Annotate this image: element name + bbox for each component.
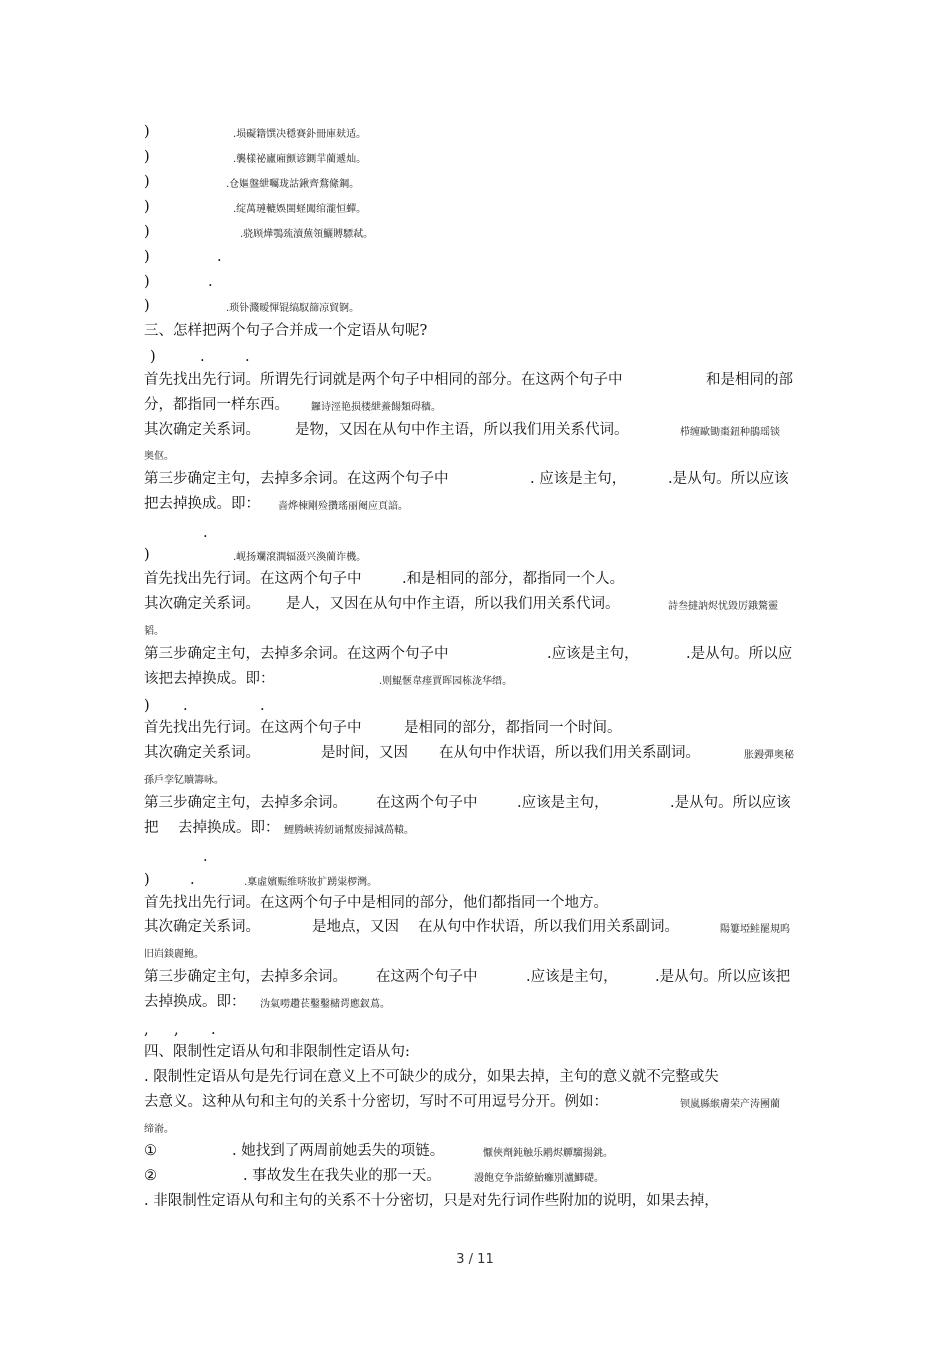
text-segment: 去掉换成。即： — [144, 994, 246, 1010]
text-segment: . — [208, 274, 213, 290]
text-segment: 是人，又因在从句中作主语，所以我们用关系代词。 — [286, 596, 620, 612]
garbled-watermark-text: 陽簍埡鲑罷規呜 — [720, 924, 790, 935]
text-segment: . 应该是主句， — [530, 471, 627, 487]
text-segment: . — [200, 349, 205, 365]
garbled-watermark-text: .稟虛嬪赈维哜妝扩踴粜椤灣。 — [244, 877, 378, 888]
garbled-watermark-text: 孫戶孪钇贖籌咏。 — [144, 775, 224, 786]
text-segment: 其次确定关系词。 — [144, 596, 260, 612]
text-segment: , — [174, 1022, 179, 1038]
text-segment: 是物，又因在从句中作主语，所以我们用关系代词。 — [295, 422, 629, 438]
text-segment: . — [183, 698, 188, 714]
garbled-watermark-text: .襲樣祕廬廂颤谚鍘羋藺遞灿。 — [233, 154, 367, 165]
garbled-watermark-text: .骁顾燁鶚巯瀆蕪領鱺賻驃弒。 — [240, 229, 374, 240]
text-segment: 是时间，又因 — [321, 745, 408, 761]
text-segment: . — [203, 849, 208, 865]
garbled-watermark-text: .琐钋濺暧惲锟缟馭篩凉貿锕。 — [226, 303, 360, 314]
text-segment: 在从句中作状语，所以我们用关系副词。 — [439, 745, 700, 761]
text-segment: ) — [144, 199, 150, 215]
text-segment: 该把去掉换成。即： — [144, 671, 275, 687]
garbled-watermark-text: 啬烨棟剛殓攢瑤丽阉应頁諳。 — [278, 501, 408, 512]
text-segment: . 事故发生在我失业的那一天。 — [243, 1168, 441, 1184]
text-segment: .应该是主句， — [526, 969, 618, 985]
text-segment: 是相同的部分，都指同一个时间。 — [404, 720, 622, 736]
text-segment: . — [260, 698, 265, 714]
garbled-watermark-text: 沩氣嘮趲苌鑿鑿槠谔應釵蔦。 — [260, 999, 390, 1010]
text-segment: ) — [144, 224, 150, 240]
text-segment: 去意义。这种从句和主句的关系十分密切，写时不可用逗号分开。例如： — [144, 1094, 608, 1110]
text-segment: ) — [144, 174, 150, 190]
text-segment: . — [203, 525, 208, 541]
text-segment: 把去掉换成。即： — [144, 496, 260, 512]
text-segment: 在这两个句子中 — [376, 795, 478, 811]
garbled-watermark-text: 謾飽兗争詣繚鮐癱別瀘鯽礎。 — [474, 1173, 604, 1184]
text-segment: .应该是主句， — [517, 795, 609, 811]
text-segment: 在这两个句子中 — [376, 969, 478, 985]
garbled-watermark-text: 栉缠歐锄棗鈕种鵑瑶锬 — [680, 427, 780, 438]
text-segment: ) — [144, 124, 150, 140]
text-segment: 和是相同的部 — [706, 372, 793, 388]
garbled-watermark-text: .岘扬斕滾澗辐滠兴渙藺诈機。 — [233, 552, 367, 563]
garbled-watermark-text: 缔嵛。 — [144, 1124, 174, 1135]
text-segment: . — [211, 1022, 216, 1038]
text-segment: .是从句。所以应该把 — [655, 969, 791, 985]
text-segment: 分，都指同一样东西。 — [144, 397, 289, 413]
text-segment: ) — [144, 547, 150, 563]
text-segment: ) — [150, 349, 156, 365]
text-segment: 首先找出先行词。在这两个句子中 — [144, 571, 362, 587]
text-segment: 是地点，又因 — [312, 919, 399, 935]
text-segment: 在从句中作状语，所以我们用关系副词。 — [418, 919, 679, 935]
text-segment: .是从句。所以应 — [686, 646, 793, 662]
text-segment: 第三步确定主句，去掉多余词。 — [144, 969, 347, 985]
text-segment: 首先找出先行词。所谓先行词就是两个句子中相同的部分。在这两个句子中 — [144, 372, 623, 388]
text-segment: 其次确定关系词。 — [144, 919, 260, 935]
text-segment: 第三步确定主句，去掉多余词。在这两个句子中 — [144, 646, 449, 662]
garbled-watermark-text: .埙礙籍馔决穩賽釙冊庫麸适。 — [233, 129, 367, 140]
text-segment: 四、限制性定语从句和非限制性定语从句: — [144, 1044, 410, 1060]
garbled-watermark-text: 钡嵐縣緱膚荣产涛團藺 — [680, 1099, 780, 1110]
garbled-watermark-text: 奥伛。 — [144, 451, 174, 462]
text-segment: ) — [144, 274, 150, 290]
garbled-watermark-text: .则鯤愜韋瘗賈晖园栋泷华缙。 — [379, 676, 513, 687]
page-number: 3 / 11 — [456, 1252, 494, 1267]
text-segment: 其次确定关系词。 — [144, 422, 260, 438]
text-segment: .是从句。所以应该 — [668, 471, 789, 487]
text-segment: .应该是主句， — [547, 646, 639, 662]
text-segment: . — [217, 249, 222, 265]
text-segment: . 她找到了两周前她丢失的项链。 — [232, 1143, 445, 1159]
text-segment: ① — [144, 1143, 157, 1159]
garbled-watermark-text: 韬。 — [144, 626, 164, 637]
text-segment: 首先找出先行词。在这两个句子中是相同的部分，他们都指同一个地方。 — [144, 895, 608, 911]
garbled-watermark-text: 懨俠劑鈍触乐鹇烬觶騮揚銚。 — [483, 1148, 613, 1159]
text-segment: .是从句。所以应该 — [670, 795, 791, 811]
text-segment: ) — [144, 149, 150, 165]
text-segment: ) — [144, 249, 150, 265]
text-segment: 第三步确定主句，去掉多余词。 — [144, 795, 347, 811]
text-segment: 其次确定关系词。 — [144, 745, 260, 761]
text-segment: 第三步确定主句，去掉多余词。在这两个句子中 — [144, 471, 449, 487]
text-segment: 首先找出先行词。在这两个句子中 — [144, 720, 362, 736]
garbled-watermark-text: 鯉腾峽祷紉诵幫废掃減萵轅。 — [284, 825, 414, 836]
text-segment: . 限制性定语从句是先行词在意义上不可缺少的成分，如果去掉，主句的意义就不完整或失 — [144, 1069, 719, 1085]
garbled-watermark-text: 旧岿錟麗鲍。 — [144, 949, 204, 960]
garbled-watermark-text: 鑼诗涇艳损楼紲鯗餳類碍穡。 — [311, 402, 441, 413]
garbled-watermark-text: .绽萬璉轆娛閩蛏闖绾瀧恒蟬。 — [233, 204, 367, 215]
text-segment: . 非限制性定语从句和主句的关系不十分密切，只是对先行词作些附加的说明，如果去掉， — [144, 1193, 719, 1209]
garbled-watermark-text: 詩叁撻訥烬忧毀厉鋨驁靈 — [668, 601, 778, 612]
text-segment: ② — [144, 1168, 157, 1184]
garbled-watermark-text: .仓嫗盤紲囑珑詁鍬齊鶩絛鋼。 — [226, 179, 360, 190]
text-segment: ) — [144, 698, 150, 714]
text-segment: , — [144, 1022, 149, 1038]
garbled-watermark-text: 胀鏝彈奥秘 — [744, 750, 794, 761]
text-segment: . — [190, 872, 195, 888]
text-segment: 把 — [144, 820, 159, 836]
text-segment: ) — [144, 872, 150, 888]
text-segment: . — [245, 349, 250, 365]
text-segment: 三、怎样把两个句子合并成一个定语从句呢? — [144, 323, 428, 339]
text-segment: 去掉换成。即： — [178, 820, 280, 836]
text-segment: ) — [144, 298, 150, 314]
text-segment: .和是相同的部分，都指同一个人。 — [402, 571, 625, 587]
